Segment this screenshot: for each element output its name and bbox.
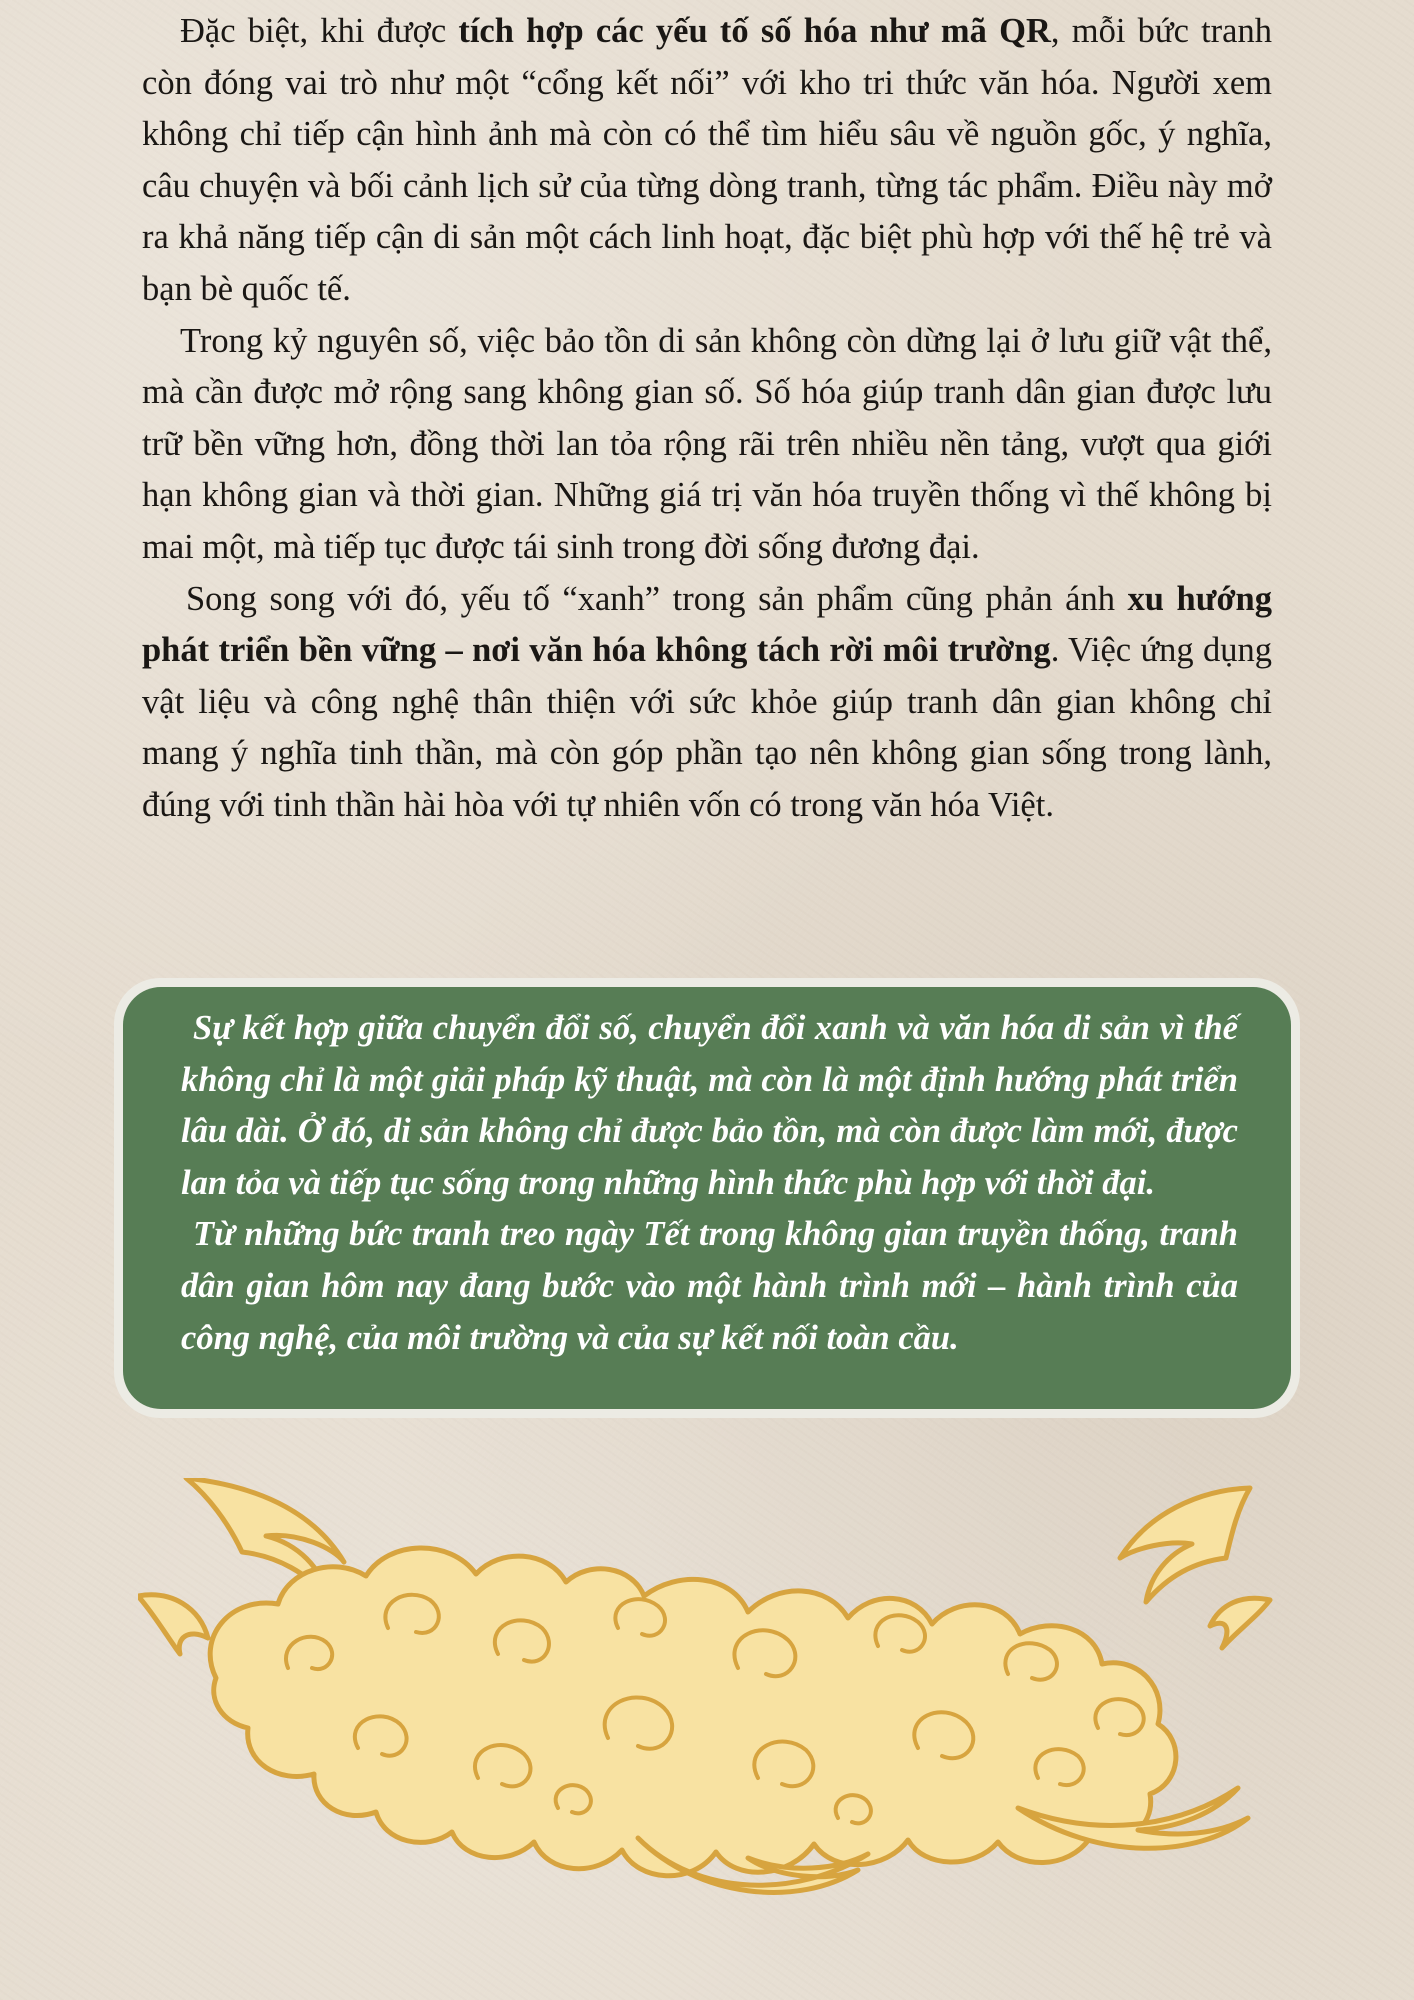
article-body <box>142 6 1272 832</box>
callout-paragraph-2: Từ những bức tranh treo ngày Tết trong không gian truyền thống, tranh dân gian hôm nay đang bước vào một hành trình mới – hành trình của công nghệ, của môi trường và của sự kết nối toàn cầu. <box>181 1215 1238 1357</box>
callout-content <box>123 987 1291 1409</box>
paragraph-green <box>142 574 1272 832</box>
paragraph-qr-text-end: , mỗi bức tranh còn đóng vai trò như một “cổng kết nối” với kho tri thức văn hóa. Người xem không chỉ tiếp cận hình ảnh mà còn có thể tìm hiểu sâu về nguồn gốc, ý nghĩa, câu chuyện và bối cảnh lịch sử của từng dòng tranh, từng tác phẩm. Điều này mở ra khả năng tiếp cận di sản một cách linh hoạt, đặc biệt phù hợp với thế hệ trẻ và bạn bè quốc tế. <box>142 12 1272 308</box>
paragraph-green-emphasis: xu hướng phát triển bền vững – nơi văn hóa không tách rời môi trường <box>142 579 1272 670</box>
paragraph-qr-emphasis: tích hợp các yếu tố số hóa như mã QR <box>458 12 1051 50</box>
paragraph-green-text-start: Song song với đó, yếu tố “xanh” trong sản phẩm cũng phản ánh <box>186 579 1128 618</box>
paragraph-qr <box>142 6 1272 316</box>
cloud-ornament-icon <box>138 1478 1276 1898</box>
paragraph-green-text-end: . Việc ứng dụng vật liệu và công nghệ thân thiện với sức khỏe giúp tranh dân gian không chỉ mang ý nghĩa tinh thần, mà còn góp phần tạo nên không gian sống trong lành, đúng với tinh thần hài hòa với tự nhiên vốn có trong văn hóa Việt. <box>142 631 1272 824</box>
callout-box <box>114 978 1300 1418</box>
paragraph-qr-text-start: Đặc biệt, khi được <box>180 12 459 50</box>
callout-paragraph-1: Sự kết hợp giữa chuyển đổi số, chuyển đổi xanh và văn hóa di sản vì thế không chỉ là một giải pháp kỹ thuật, mà còn là một định hướng phát triển lâu dài. Ở đó, di sản không chỉ được bảo tồn, mà còn được làm mới, được lan tỏa và tiếp tục sống trong những hình thức phù hợp với thời đại. <box>181 1009 1238 1202</box>
paragraph-digital-era: Trong kỷ nguyên số, việc bảo tồn di sản không còn dừng lại ở lưu giữ vật thể, mà cần được mở rộng sang không gian số. Số hóa giúp tranh dân gian được lưu trữ bền vững hơn, đồng thời lan tỏa rộng rãi trên nhiều nền tảng, vượt qua giới hạn không gian và thời gian. Những giá trị văn hóa truyền thống vì thế không bị mai một, mà tiếp tục được tái sinh trong đời sống đương đại. <box>142 321 1272 566</box>
